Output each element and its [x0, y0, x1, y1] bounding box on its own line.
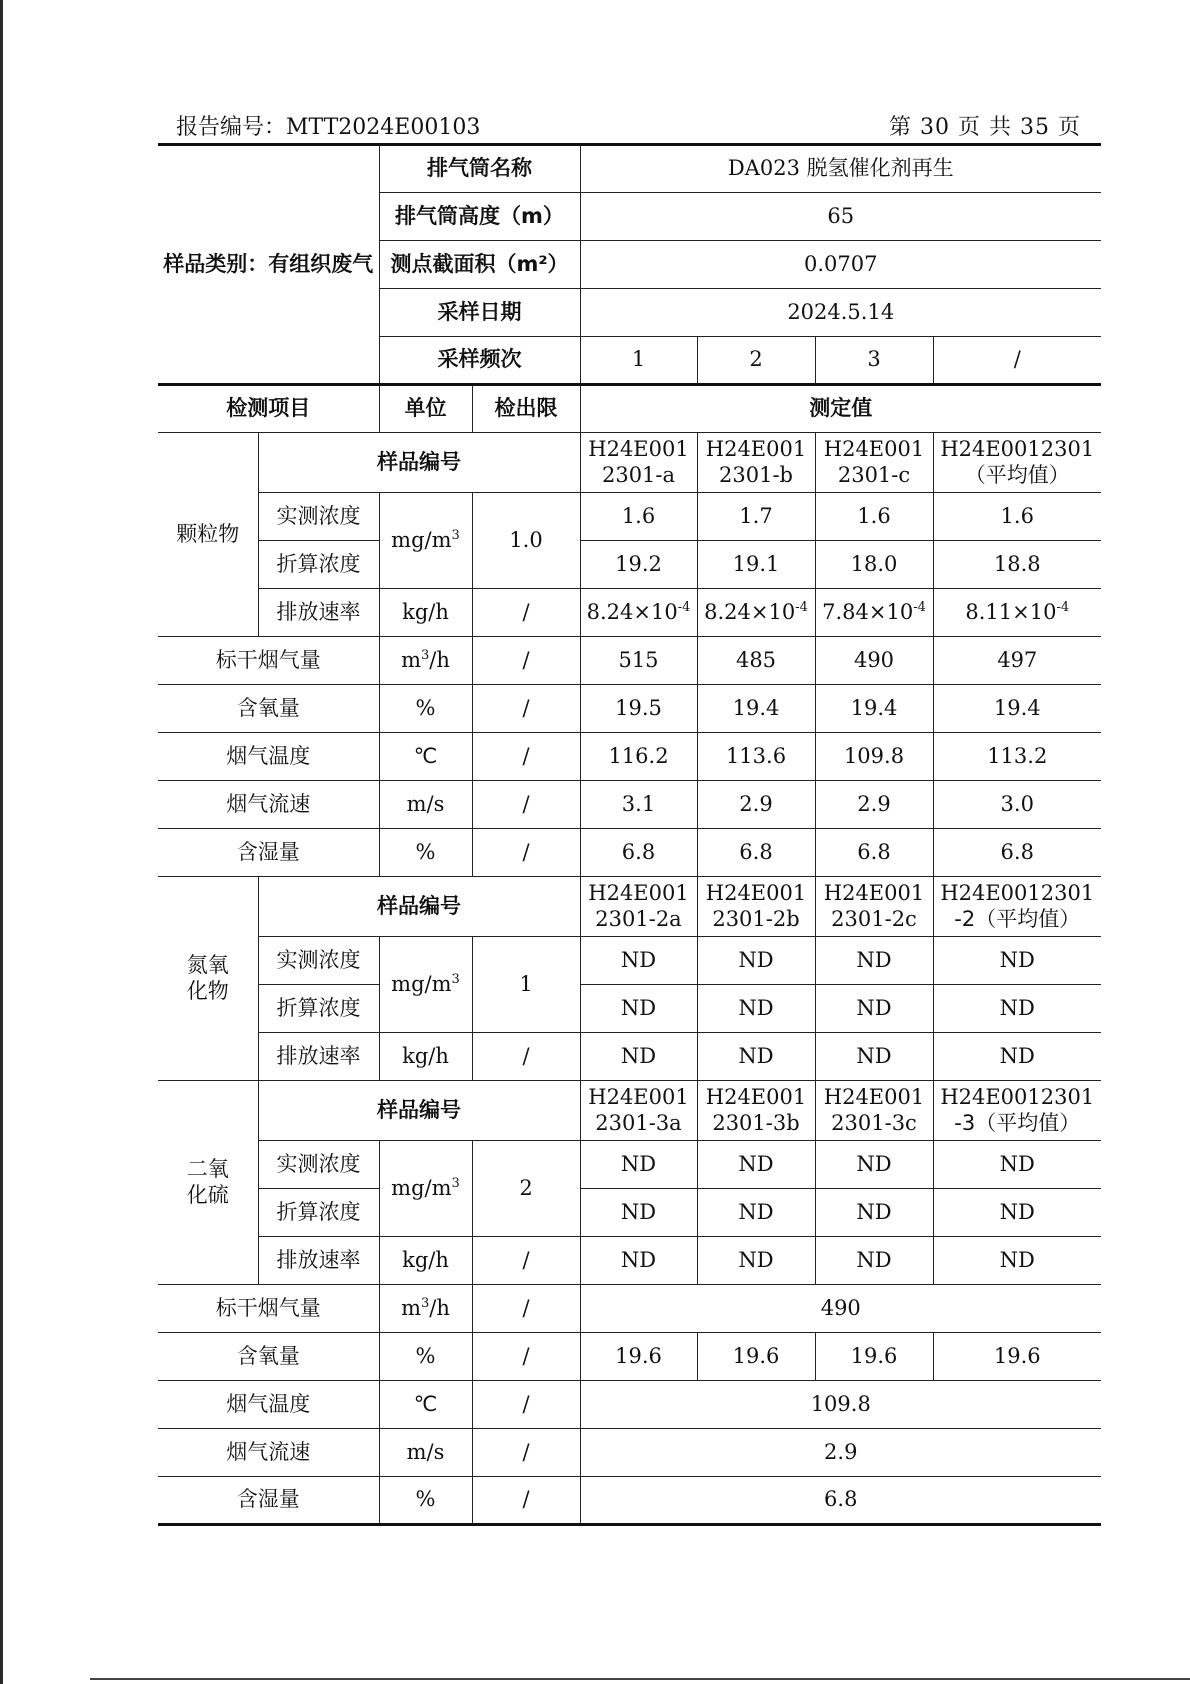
- area-value: 0.0707: [580, 241, 1101, 289]
- value-cell: ND: [933, 937, 1101, 985]
- rate-unit: kg/h: [379, 589, 472, 637]
- value-cell: 2.9: [815, 781, 933, 829]
- param-label: 烟气温度: [158, 733, 379, 781]
- so2-rate-row: [158, 1237, 1101, 1285]
- param-limit: /: [472, 1381, 580, 1429]
- value-cell: ND: [815, 1141, 933, 1189]
- value-cell: ND: [580, 1141, 697, 1189]
- value-cell: 18.0: [815, 541, 933, 589]
- param-row-flow: [158, 637, 1101, 685]
- param-unit: ℃: [379, 1381, 472, 1429]
- value-cell: 490: [815, 637, 933, 685]
- sample-no-label: 样品编号: [258, 877, 580, 937]
- param-label: 含湿量: [158, 829, 379, 877]
- value-cell: 515: [580, 637, 697, 685]
- so2-sample-row: [158, 1081, 1101, 1141]
- value-cell: ND: [697, 1237, 815, 1285]
- param-limit: /: [472, 733, 580, 781]
- param2-row-oxygen: [158, 1333, 1101, 1381]
- actual-conc-label: 实测浓度: [258, 493, 379, 541]
- value-cell: 19.1: [697, 541, 815, 589]
- sample-id-cell: H24E0012301 -3（平均值）: [933, 1081, 1101, 1141]
- particulate-sample-row: [158, 433, 1101, 493]
- param-unit: $m^3/h$: [379, 1285, 472, 1333]
- so2-converted-row: [158, 1189, 1101, 1237]
- param-label: 烟气温度: [158, 1381, 379, 1429]
- param-row-velocity: [158, 781, 1101, 829]
- sample-id-cell: H24E001 2301-2b: [697, 877, 815, 937]
- value-cell: ND: [815, 1033, 933, 1081]
- value-cell: $8.11\times 10^{-4}$: [933, 589, 1101, 637]
- param-unit: %: [379, 1477, 472, 1525]
- param-label: 标干烟气量: [158, 1285, 379, 1333]
- param-label: 含湿量: [158, 1477, 379, 1525]
- emission-rate-label: 排放速率: [258, 1033, 379, 1081]
- value-cell: 1.7: [697, 493, 815, 541]
- value-cell: $7.84\times 10^{-4}$: [815, 589, 933, 637]
- particulate-rate-row: [158, 589, 1101, 637]
- value-cell: ND: [815, 1189, 933, 1237]
- param2-row-velocity: [158, 1429, 1101, 1477]
- area-label: 测点截面积（m²）: [379, 241, 580, 289]
- value-cell: ND: [580, 1189, 697, 1237]
- param2-row-flow: [158, 1285, 1101, 1333]
- param-row-temperature: [158, 733, 1101, 781]
- value-cell: 109.8: [815, 733, 933, 781]
- frequency-2: 2: [697, 337, 815, 385]
- value-cell: 6.8: [580, 829, 697, 877]
- param-unit: m/s: [379, 1429, 472, 1477]
- page-header: [176, 110, 1081, 142]
- frequency-1: 1: [580, 337, 697, 385]
- stack-name-value: DA023 脱氢催化剂再生: [580, 145, 1101, 193]
- param-limit: /: [472, 781, 580, 829]
- frequency-label: 采样频次: [379, 337, 580, 385]
- sample-no-label: 样品编号: [258, 1081, 580, 1141]
- value-cell: 113.2: [933, 733, 1101, 781]
- conc-unit: $mg/m^3$: [379, 493, 472, 589]
- sample-id-cell: H24E0012301 （平均值）: [933, 433, 1101, 493]
- param-limit: /: [472, 1333, 580, 1381]
- param-unit: %: [379, 685, 472, 733]
- value-cell: $8.24\times 10^{-4}$: [697, 589, 815, 637]
- sample-id-cell: H24E001 2301-3b: [697, 1081, 815, 1141]
- value-cell: ND: [697, 937, 815, 985]
- param-unit: $m^3/h$: [379, 637, 472, 685]
- so2-actual-row: [158, 1141, 1101, 1189]
- particulate-actual-row: [158, 493, 1101, 541]
- frequency-3: 3: [815, 337, 933, 385]
- heading-unit: 单位: [379, 385, 472, 433]
- sample-id-cell: H24E001 2301-c: [815, 433, 933, 493]
- sample-id-cell: H24E001 2301-2c: [815, 877, 933, 937]
- param-row-moisture: [158, 829, 1101, 877]
- value-cell: ND: [580, 1033, 697, 1081]
- value-cell: ND: [580, 937, 697, 985]
- rate-limit: /: [472, 589, 580, 637]
- value-cell: ND: [815, 1237, 933, 1285]
- param-unit: %: [379, 829, 472, 877]
- value-cell: ND: [697, 985, 815, 1033]
- value-cell: 3.0: [933, 781, 1101, 829]
- value-cell: 1.6: [933, 493, 1101, 541]
- sample-id-cell: H24E001 2301-3c: [815, 1081, 933, 1141]
- value-cell: 113.6: [697, 733, 815, 781]
- param-label: 含氧量: [158, 685, 379, 733]
- value-cell: ND: [815, 985, 933, 1033]
- column-heading-row: [158, 385, 1101, 433]
- test-results-table: [158, 143, 1101, 1526]
- nox-rate-row: [158, 1033, 1101, 1081]
- converted-conc-label: 折算浓度: [258, 985, 379, 1033]
- sample-id-cell: H24E001 2301-2a: [580, 877, 697, 937]
- heading-item: 检测项目: [158, 385, 379, 433]
- frequency-4: /: [933, 337, 1101, 385]
- value-cell: 19.6: [580, 1333, 697, 1381]
- value-cell: 19.2: [580, 541, 697, 589]
- sample-id-cell: H24E001 2301-3a: [580, 1081, 697, 1141]
- value-cell: 19.4: [697, 685, 815, 733]
- scan-left-edge: [0, 0, 3, 1684]
- sample-id-cell: H24E0012301 -2（平均值）: [933, 877, 1101, 937]
- param-limit: /: [472, 685, 580, 733]
- param-label: 烟气流速: [158, 781, 379, 829]
- param-limit: /: [472, 1429, 580, 1477]
- param-unit: m/s: [379, 781, 472, 829]
- value-cell: ND: [933, 985, 1101, 1033]
- value-cell: 6.8: [697, 829, 815, 877]
- rate-limit: /: [472, 1033, 580, 1081]
- value-cell: 2.9: [697, 781, 815, 829]
- value-cell: 19.6: [933, 1333, 1101, 1381]
- value-cell: 6.8: [580, 1477, 1101, 1525]
- param2-row-temperature: [158, 1381, 1101, 1429]
- value-cell: ND: [933, 1141, 1101, 1189]
- nox-label: 氮氧 化物: [158, 877, 258, 1081]
- param-limit: /: [472, 829, 580, 877]
- rate-limit: /: [472, 1237, 580, 1285]
- value-cell: 497: [933, 637, 1101, 685]
- sample-id-cell: H24E001 2301-b: [697, 433, 815, 493]
- conc-unit: $mg/m^3$: [379, 937, 472, 1033]
- scan-bottom-edge: [90, 1678, 1190, 1680]
- value-cell: ND: [580, 985, 697, 1033]
- value-cell: 490: [580, 1285, 1101, 1333]
- value-cell: ND: [815, 937, 933, 985]
- param-limit: /: [472, 1285, 580, 1333]
- converted-conc-label: 折算浓度: [258, 1189, 379, 1237]
- particulate-label: 颗粒物: [158, 433, 258, 637]
- stack-height-label: 排气筒高度（m）: [379, 193, 580, 241]
- param-limit: /: [472, 637, 580, 685]
- conc-unit: $mg/m^3$: [379, 1141, 472, 1237]
- value-cell: ND: [580, 1237, 697, 1285]
- param-label: 含氧量: [158, 1333, 379, 1381]
- page-number: 第 30 页 共 35 页: [889, 115, 1081, 140]
- value-cell: 19.4: [815, 685, 933, 733]
- value-cell: 109.8: [580, 1381, 1101, 1429]
- sample-category: 样品类别：有组织废气: [158, 145, 379, 385]
- heading-measured: 测定值: [580, 385, 1101, 433]
- so2-label: 二氧 化硫: [158, 1081, 258, 1285]
- emission-rate-label: 排放速率: [258, 589, 379, 637]
- rate-unit: kg/h: [379, 1033, 472, 1081]
- value-cell: 1.6: [580, 493, 697, 541]
- nox-actual-row: [158, 937, 1101, 985]
- sample-no-label: 样品编号: [258, 433, 580, 493]
- stack-height-value: 65: [580, 193, 1101, 241]
- value-cell: ND: [933, 1033, 1101, 1081]
- stack-name-label: 排气筒名称: [379, 145, 580, 193]
- value-cell: $8.24\times 10^{-4}$: [580, 589, 697, 637]
- actual-conc-label: 实测浓度: [258, 937, 379, 985]
- value-cell: 485: [697, 637, 815, 685]
- report-number: 报告编号：MTT2024E00103: [176, 115, 481, 140]
- date-value: 2024.5.14: [580, 289, 1101, 337]
- value-cell: 19.6: [815, 1333, 933, 1381]
- value-cell: 19.6: [697, 1333, 815, 1381]
- value-cell: 1.6: [815, 493, 933, 541]
- value-cell: 6.8: [815, 829, 933, 877]
- heading-limit: 检出限: [472, 385, 580, 433]
- value-cell: ND: [697, 1141, 815, 1189]
- value-cell: 6.8: [933, 829, 1101, 877]
- actual-conc-label: 实测浓度: [258, 1141, 379, 1189]
- param-label: 烟气流速: [158, 1429, 379, 1477]
- value-cell: 2.9: [580, 1429, 1101, 1477]
- value-cell: 19.4: [933, 685, 1101, 733]
- value-cell: ND: [933, 1189, 1101, 1237]
- emission-rate-label: 排放速率: [258, 1237, 379, 1285]
- rate-unit: kg/h: [379, 1237, 472, 1285]
- sample-id-cell: H24E001 2301-a: [580, 433, 697, 493]
- param-label: 标干烟气量: [158, 637, 379, 685]
- nox-sample-row: [158, 877, 1101, 937]
- param-row-oxygen: [158, 685, 1101, 733]
- value-cell: 116.2: [580, 733, 697, 781]
- value-cell: 18.8: [933, 541, 1101, 589]
- so2-limit: 2: [472, 1141, 580, 1237]
- param2-row-moisture: [158, 1477, 1101, 1525]
- date-label: 采样日期: [379, 289, 580, 337]
- converted-conc-label: 折算浓度: [258, 541, 379, 589]
- particulate-converted-row: [158, 541, 1101, 589]
- value-cell: ND: [933, 1237, 1101, 1285]
- param-unit: ℃: [379, 733, 472, 781]
- nox-converted-row: [158, 985, 1101, 1033]
- particulate-limit: 1.0: [472, 493, 580, 589]
- param-limit: /: [472, 1477, 580, 1525]
- value-cell: 3.1: [580, 781, 697, 829]
- value-cell: ND: [697, 1189, 815, 1237]
- nox-limit: 1: [472, 937, 580, 1033]
- param-unit: %: [379, 1333, 472, 1381]
- value-cell: ND: [697, 1033, 815, 1081]
- value-cell: 19.5: [580, 685, 697, 733]
- info-row-stack-name: [158, 145, 1101, 193]
